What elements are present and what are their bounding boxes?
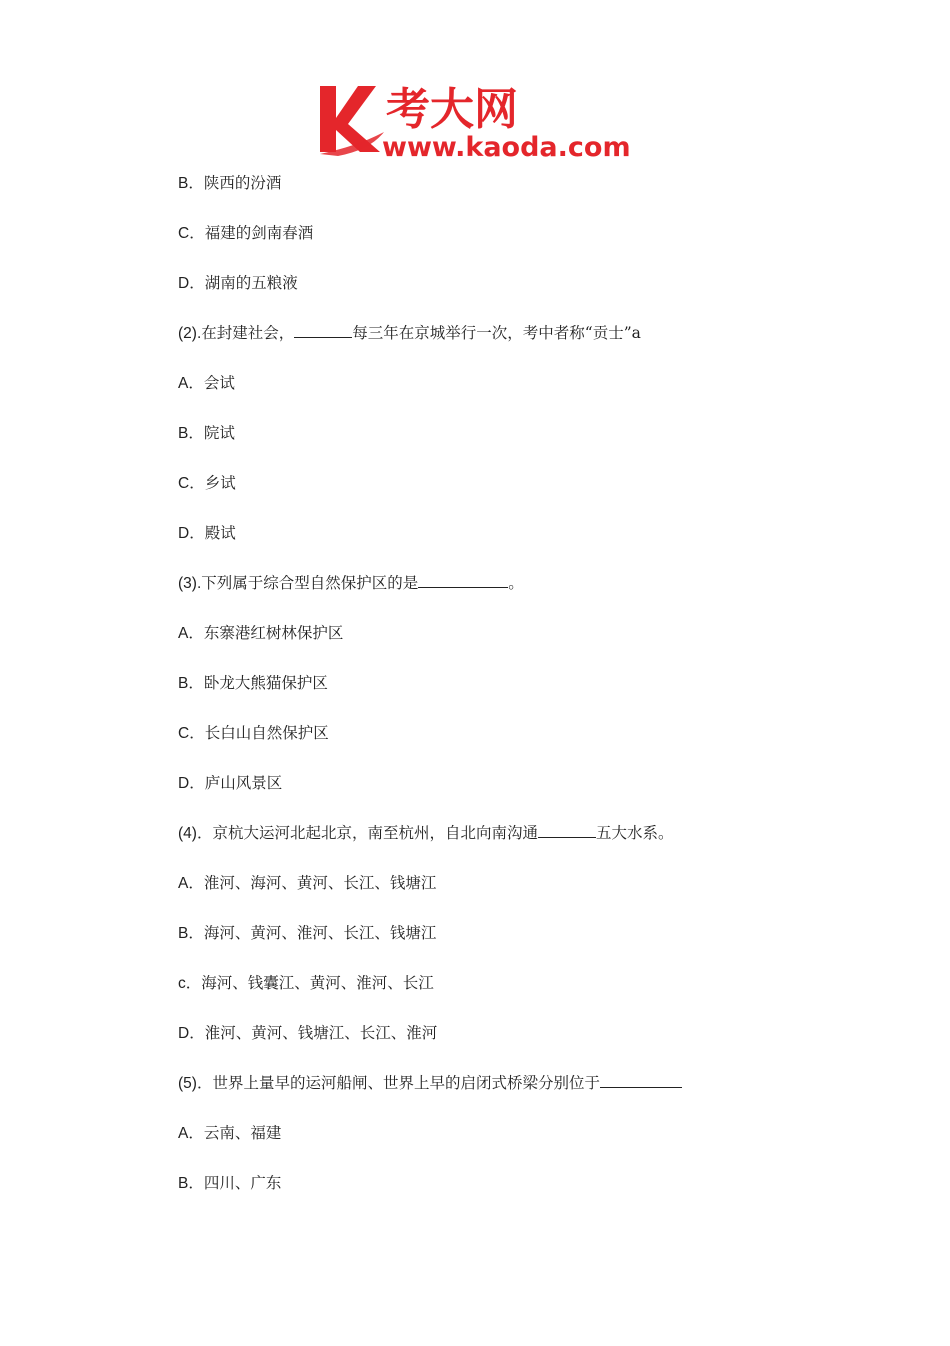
option-b <box>178 173 281 193</box>
option-a <box>178 873 436 893</box>
kaoda-logo <box>318 80 640 158</box>
answer-blank <box>600 1073 682 1088</box>
option-label: A． <box>178 875 204 892</box>
option-b <box>178 1173 281 1193</box>
question-text-after: 每三年在京城举行一次，考中者称“贡士”a <box>352 324 641 342</box>
option-label: D． <box>178 775 205 792</box>
option-text: 淮河、海河、黄河、长江、钱塘江 <box>203 874 437 892</box>
logo-url-text: www.kaoda.com <box>382 132 631 158</box>
option-text: 东寨港红树林保护区 <box>203 624 344 642</box>
answer-blank <box>294 323 352 338</box>
option-label: B． <box>178 1175 204 1192</box>
option-text: 陕西的汾酒 <box>203 174 282 192</box>
option-text: 庐山风景区 <box>204 774 283 792</box>
option-text: 海河、黄河、淮河、长江、钱塘江 <box>203 924 437 942</box>
option-text: 海河、钱囊江、黄河、淮河、长江 <box>201 974 434 992</box>
question-number: (3). <box>178 575 202 592</box>
option-text: 四川、广东 <box>203 1174 282 1192</box>
option-d <box>178 523 236 543</box>
option-text: 云南、福建 <box>203 1124 282 1142</box>
option-b <box>178 423 235 443</box>
option-c <box>178 473 236 493</box>
option-label: B． <box>178 925 204 942</box>
question-number: (5)． <box>178 1075 213 1092</box>
option-label: c． <box>178 975 202 992</box>
answer-blank <box>538 823 596 838</box>
option-d <box>178 273 298 293</box>
option-label: C． <box>178 725 205 742</box>
option-label: C． <box>178 225 205 242</box>
option-label: A． <box>178 375 204 392</box>
option-text: 淮河、黄河、钱塘江、长江、淮河 <box>204 1024 438 1042</box>
question-2 <box>178 323 641 343</box>
option-text: 会试 <box>203 374 235 392</box>
option-label: B． <box>178 175 204 192</box>
option-label: D． <box>178 1025 205 1042</box>
option-label: A． <box>178 625 204 642</box>
question-text-after: 五大水系。 <box>595 824 674 842</box>
logo-cn-text: 考大网 <box>386 84 518 135</box>
option-b <box>178 923 436 943</box>
question-number: (2). <box>178 325 202 342</box>
option-c <box>178 223 313 243</box>
option-label: D． <box>178 525 205 542</box>
question-text: 在封建社会， <box>201 324 295 342</box>
option-text: 殿试 <box>204 524 236 542</box>
question-text: 世界上量早的运河船闸、世界上早的启闭式桥梁分别位于 <box>212 1074 600 1092</box>
option-b <box>178 673 328 693</box>
option-a <box>178 373 235 393</box>
question-5 <box>178 1073 682 1093</box>
option-label: B． <box>178 425 204 442</box>
option-text: 乡试 <box>204 474 236 492</box>
option-a <box>178 623 343 643</box>
question-text: 京杭大运河北起北京，南至杭州，自北向南沟通 <box>212 824 538 842</box>
option-a <box>178 1123 281 1143</box>
option-label: B． <box>178 675 204 692</box>
answer-blank <box>418 573 508 588</box>
question-number: (4)． <box>178 825 213 842</box>
option-label: C． <box>178 475 205 492</box>
option-label: A． <box>178 1125 204 1142</box>
question-4 <box>178 823 673 843</box>
option-text: 院试 <box>203 424 235 442</box>
option-text: 福建的剑南春酒 <box>204 224 314 242</box>
option-text: 卧龙大熊猫保护区 <box>203 674 328 692</box>
option-label: D． <box>178 275 205 292</box>
question-text-after: 。 <box>508 574 524 592</box>
option-d <box>178 1023 437 1043</box>
option-c <box>178 723 329 743</box>
question-text: 下列属于综合型自然保护区的是 <box>201 574 419 592</box>
option-c <box>178 973 434 993</box>
option-text: 湖南的五粮液 <box>204 274 298 292</box>
question-3 <box>178 573 524 593</box>
option-text: 长白山自然保护区 <box>204 724 329 742</box>
kaoda-logo-graphic <box>318 80 640 158</box>
option-d <box>178 773 282 793</box>
